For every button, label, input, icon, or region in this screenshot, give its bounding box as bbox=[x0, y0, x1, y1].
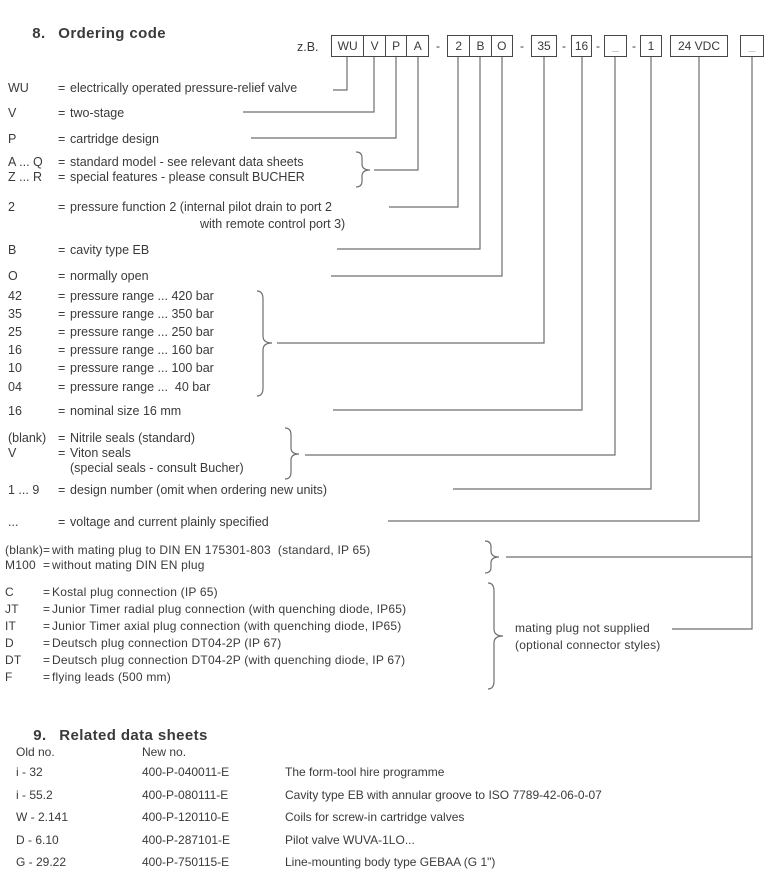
legend-row-design: 1 ... 9 = design number (omit when ordering new units) bbox=[8, 483, 328, 497]
code-box-wu: WU bbox=[337, 39, 358, 53]
example-label: z.B. bbox=[297, 40, 319, 54]
related-row-3: W - 2.141 400-P-120110-E Coils for screw-in cartridge valves bbox=[16, 810, 465, 824]
legend-row-dt: DT = Deutsch plug connection DT04-2P (with quenching diode, IP 67) bbox=[5, 653, 406, 667]
legend-row-p: P = cartridge design bbox=[8, 132, 159, 146]
brace-seals bbox=[285, 428, 299, 479]
legend-row-c: C = Kostal plug connection (IP 65) bbox=[5, 585, 218, 599]
code-box-2: 2 bbox=[455, 39, 462, 53]
related-table-header bbox=[0, 745, 187, 761]
legend-row-pr10: 10 = pressure range ... 100 bar bbox=[8, 361, 214, 375]
connector-seals bbox=[305, 57, 615, 455]
connector-b bbox=[337, 57, 480, 249]
connector-o bbox=[331, 57, 502, 276]
brace-connector-styles bbox=[488, 583, 503, 689]
brace-mating-plug bbox=[485, 541, 499, 573]
section-8-label: Ordering code bbox=[58, 25, 166, 42]
related-row-4: D - 6.10 400-P-287101-E Pilot valve WUVA-1LO... bbox=[16, 833, 415, 847]
code-box-16: 16 bbox=[571, 35, 592, 57]
legend-row-pr42: 42 = pressure range ... 420 bar bbox=[8, 289, 214, 303]
legend-row-o: O = normally open bbox=[8, 269, 149, 283]
brace-standard-special bbox=[356, 152, 370, 187]
code-box-plug-blank: _ bbox=[740, 35, 764, 57]
legend-row-nitrile: (blank) = Nitrile seals (standard) bbox=[8, 431, 196, 445]
code-box-v: V bbox=[363, 36, 385, 56]
code-box-p: P bbox=[385, 36, 407, 56]
legend-row-f: F = flying leads (500 mm) bbox=[5, 670, 171, 684]
connector-voltage bbox=[388, 57, 699, 521]
col-header-new-no: New no. bbox=[142, 745, 187, 759]
legend-row-d: D = Deutsch plug connection DT04-2P (IP 67) bbox=[5, 636, 282, 650]
connector-2 bbox=[389, 57, 458, 207]
legend-row-aq: A ... Q = standard model - see relevant data sheets bbox=[8, 155, 304, 169]
separator-dash-2: - bbox=[520, 39, 524, 53]
legend-row-m100: M100 = without mating DIN EN plug bbox=[5, 558, 205, 572]
separator-dash-4: - bbox=[596, 39, 600, 53]
connector-16 bbox=[333, 57, 582, 410]
legend-row-v: V = two-stage bbox=[8, 106, 125, 120]
code-box-o: O bbox=[491, 36, 512, 56]
mating-plug-note-line2: (optional connector styles) bbox=[515, 638, 661, 652]
code-box-group-2bo bbox=[447, 35, 513, 57]
section-9-number: 9. bbox=[33, 727, 47, 744]
legend-row-wu: WU = electrically operated pressure-relief valve bbox=[8, 81, 298, 95]
code-box-group-wuvpa bbox=[331, 35, 429, 57]
legend-row-jt: JT = Junior Timer radial plug connection (with quenching diode, IP65) bbox=[5, 602, 407, 616]
legend-row-pr16: 16 = pressure range ... 160 bar bbox=[8, 343, 214, 357]
code-box-35: 35 bbox=[531, 35, 557, 57]
legend-row-pr04: 04 = pressure range ... 40 bar bbox=[8, 380, 211, 394]
section-8-number: 8. bbox=[32, 25, 46, 42]
separator-dash-5: - bbox=[632, 39, 636, 53]
connector-plug-style bbox=[672, 57, 752, 629]
code-box-a: A bbox=[406, 36, 428, 56]
col-header-old-no: Old no. bbox=[16, 745, 55, 759]
connector-p bbox=[251, 57, 396, 138]
section-8-title bbox=[14, 8, 166, 59]
code-box-seals-blank: _ bbox=[604, 35, 627, 57]
mating-plug-note-line1: mating plug not supplied bbox=[515, 621, 650, 635]
legend-row-pr35: 35 = pressure range ... 350 bar bbox=[8, 307, 214, 321]
legend-row-it: IT = Junior Timer axial plug connection (with quenching diode, IP65) bbox=[5, 619, 402, 633]
code-box-design-1: 1 bbox=[640, 35, 662, 57]
legend-row-viton: V = Viton seals bbox=[8, 446, 131, 460]
legend-row-viton-cont: (special seals - consult Bucher) bbox=[70, 461, 244, 475]
connector-a bbox=[374, 57, 418, 170]
code-box-b: B bbox=[469, 36, 490, 56]
section-9-label: Related data sheets bbox=[59, 727, 208, 744]
connector-wu bbox=[333, 57, 347, 90]
connector-design bbox=[453, 57, 651, 489]
brace-pressure-range bbox=[257, 291, 272, 396]
separator-dash-3: - bbox=[562, 39, 566, 53]
legend-row-plug-blank: (blank) = with mating plug to DIN EN 175301-803 (standard, IP 65) bbox=[5, 543, 371, 557]
legend-row-nominal16: 16 = nominal size 16 mm bbox=[8, 404, 182, 418]
legend-row-function2: 2 = pressure function 2 (internal pilot drain to port 2 bbox=[8, 200, 332, 214]
related-row-2: i - 55.2 400-P-080111-E Cavity type EB with annular groove to ISO 7789-42-06-0-07 bbox=[16, 788, 602, 802]
legend-row-voltage: ... = voltage and current plainly specified bbox=[8, 515, 269, 529]
separator-dash-1: - bbox=[436, 39, 440, 53]
legend-row-zr: Z ... R = special features - please consult BUCHER bbox=[8, 170, 305, 184]
legend-row-function2-cont: with remote control port 3) bbox=[200, 217, 346, 231]
legend-row-pr25: 25 = pressure range ... 250 bar bbox=[8, 325, 214, 339]
related-row-5: G - 29.22 400-P-750115-E Line-mounting body type GEBAA (G 1") bbox=[16, 855, 496, 869]
code-box-24vdc: 24 VDC bbox=[670, 35, 728, 57]
legend-row-b: B = cavity type EB bbox=[8, 243, 150, 257]
related-row-1: i - 32 400-P-040011-E The form-tool hire programme bbox=[16, 765, 445, 779]
